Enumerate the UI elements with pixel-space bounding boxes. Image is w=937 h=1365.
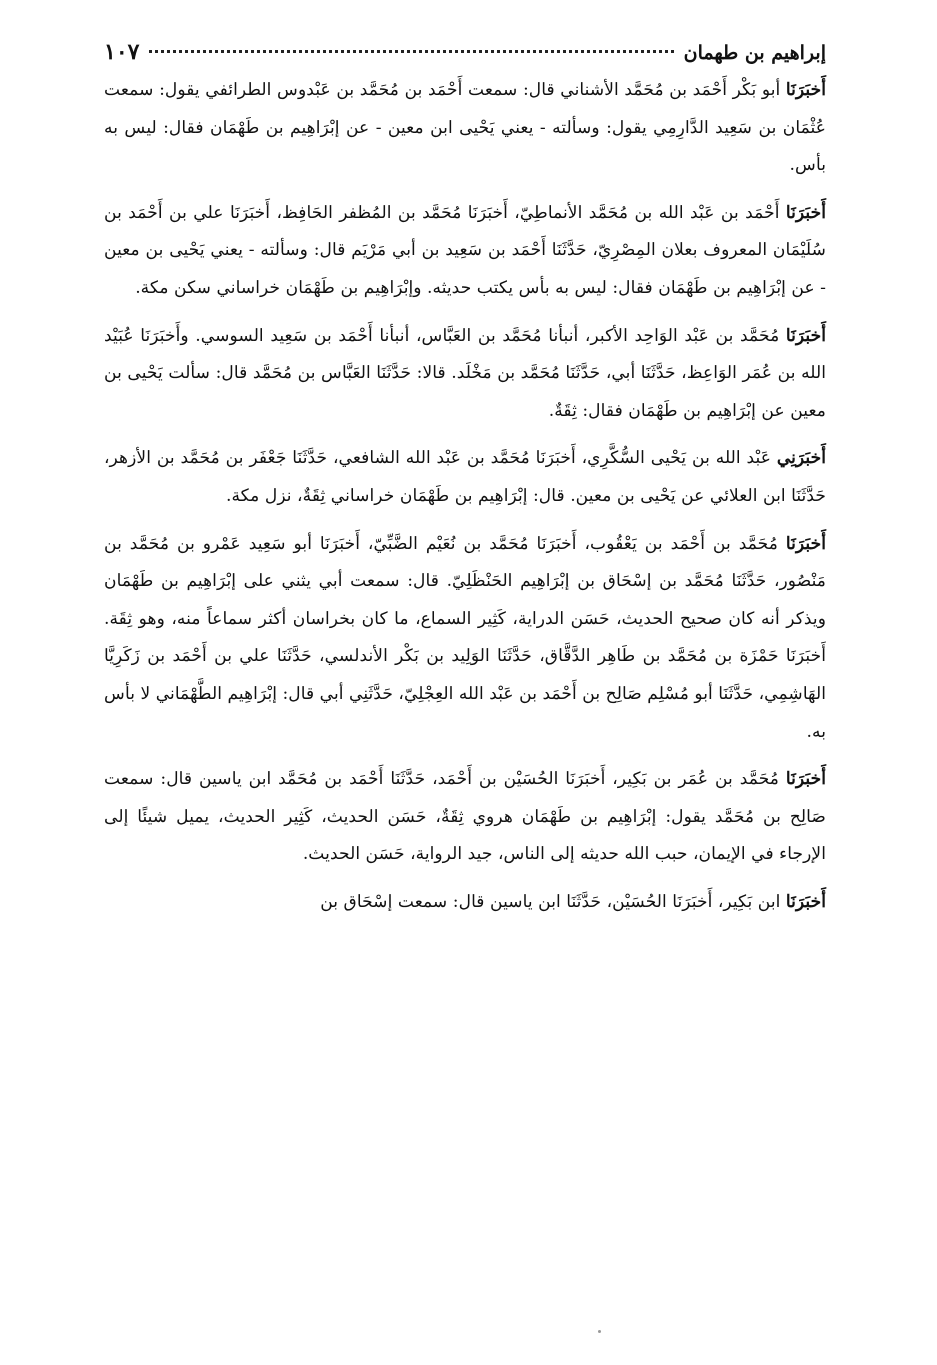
paragraph-5 — [104, 526, 826, 752]
paragraph-opening: أَخبَرَنَا — [785, 202, 826, 223]
running-header — [104, 36, 826, 72]
paragraph-text: عَبْد الله بن يَحْيى السُّكَّرِي، أَخبَرَنَا مُحَمَّد بن عَبْد الله الشافعي، حَدَّثَنَا جَعْفَر بن مُحَمَّد بن الأزهر، حَدَّثَنَا ابن العلائي عن يَحْيى بن معين. قال: إبْرَاهِيم بن طَهْمَان خراساني ثِقَةٌ، نزل مكة. — [104, 448, 826, 506]
paragraph-text: أَحْمَد بن عَبْد الله بن مُحَمَّد الأنماطِيّ، أَخبَرَنَا مُحَمَّد بن المُظفر الحَافِظ، أَخبَرَنَا علي بن أَحْمَد بن سُلَيْمَان المعروف بعلان المِصْرِيّ، حَدَّثَنَا أَحْمَد بن سَعِيد بن أبي مَرْيَم قال: وسألته - يعني يَحْيى بن معين - عن إبْرَاهِيم بن طَهْمَان فقال: ليس به بأس يكتب حديثه. وإبْرَاهِيم بن طَهْمَان خراساني سكن مكة. — [104, 202, 826, 298]
paragraph-1 — [104, 72, 826, 185]
paragraph-text: أبو بَكْر أَحْمَد بن مُحَمَّد الأشناني قال: سمعت أَحْمَد بن مُحَمَّد بن عَبْدوس الطرائفي يقول: سمعت عُثْمَان بن سَعِيد الدَّارِمِي يقول: وسألته - يعني يَحْيى ابن معين - عن إبْرَاهِيم بن طَهْمَان فقال: ليس به بأس. — [104, 80, 826, 176]
paragraph-opening: أَخبَرَنَا — [785, 80, 826, 100]
paragraph-4 — [104, 440, 826, 515]
paragraph-7 — [104, 884, 826, 922]
header-leader-dots — [149, 50, 673, 53]
paragraph-opening: أَخبَرَنَا — [785, 891, 826, 912]
paragraph-text: مُحَمَّد بن عُمَر بن بَكِير، أَخبَرَنَا الحُسَيْن بن أَحْمَد، حَدَّثَنَا أَحْمَد بن مُحَمَّد ابن ياسين قال: سمعت صَالِح بن مُحَمَّد يقول: إبْرَاهِيم بن طَهْمَان هروي ثِقَةٌ، حَسَن الحديث، كَثِير الحديث، يميل شيئًا إلى الإرجاء في الإيمان، حبب الله حديثه إلى الناس، جيد الرواية، حَسَن الحديث. — [104, 769, 826, 865]
paragraph-2 — [104, 195, 826, 308]
paragraph-opening: أَخبَرَنَا — [785, 325, 826, 346]
paragraph-3 — [104, 318, 826, 431]
body-text — [104, 72, 826, 921]
header-title: إبراهيم بن طهمان — [683, 42, 826, 64]
paragraph-opening: أَخبَرَنِي — [776, 448, 826, 469]
paragraph-text: مُحَمَّد بن عَبْد الوَاحِد الأكبر، أنبأنا مُحَمَّد بن العَبَّاس، أنبأنا أَحْمَد بن سَعِيد السوسي. وأَخبَرَنَا عُبَيْد الله بن عُمَر الوَاعِظ، حَدَّثَنَا أبي، حَدَّثَنَا مُحَمَّد بن مَخْلَد. قالا: حَدَّثَنَا العَبَّاس بن مُحَمَّد قال: سألت يَحْيى بن معين عن إبْرَاهِيم بن طَهْمَان فقال: ثِقَةٌ. — [104, 325, 826, 421]
paragraph-6 — [104, 761, 826, 874]
scan-speck — [598, 1330, 601, 1333]
paragraph-opening: أَخبَرَنَا — [785, 533, 826, 554]
book-page — [104, 36, 826, 921]
paragraph-opening: أَخبَرَنَا — [785, 769, 826, 790]
paragraph-text: ابن بَكِير، أَخبَرَنَا الحُسَيْن، حَدَّثَنَا ابن ياسين قال: سمعت إسْحَاق بن — [320, 891, 786, 912]
page-number: ١٠٧ — [104, 39, 140, 65]
paragraph-text: مُحَمَّد بن أَحْمَد بن يَعْقُوب، أَخبَرَنَا مُحَمَّد بن نُعَيْم الضَّبِّيّ، أَخبَرَنَا أبو سَعِيد عَمْرو بن مُحَمَّد بن مَنْصُور، حَدَّثَنَا مُحَمَّد بن إسْحَاق بن إبْرَاهِيم الحَنْظَلِيّ. قال: سمعت أبي يثني على إبْرَاهِيم بن طَهْمَان ويذكر أنه كان صحيح الحديث، حَسَن الدراية، كَثِير السماع، ما كان بخراسان أكثر سماعاً منه، وهو ثِقَة. أَخبَرَنَا حَمْزَة بن مُحَمَّد بن طَاهِر الدَّقَّاق، حَدَّثَنَا الوَلِيد بن بَكْر الأندلسي، حَدَّثَنَا علي بن أَحْمَد بن زَكَرِيَّا الهَاشِمِي، حَدَّثَنَا أبو مُسْلِم صَالِح بن أَحْمَد بن عَبْد الله العِجْلِيّ، حَدَّثَنِي أبي قال: إبْرَاهِيم الطَّهْمَاني لا بأس به. — [103, 533, 826, 742]
